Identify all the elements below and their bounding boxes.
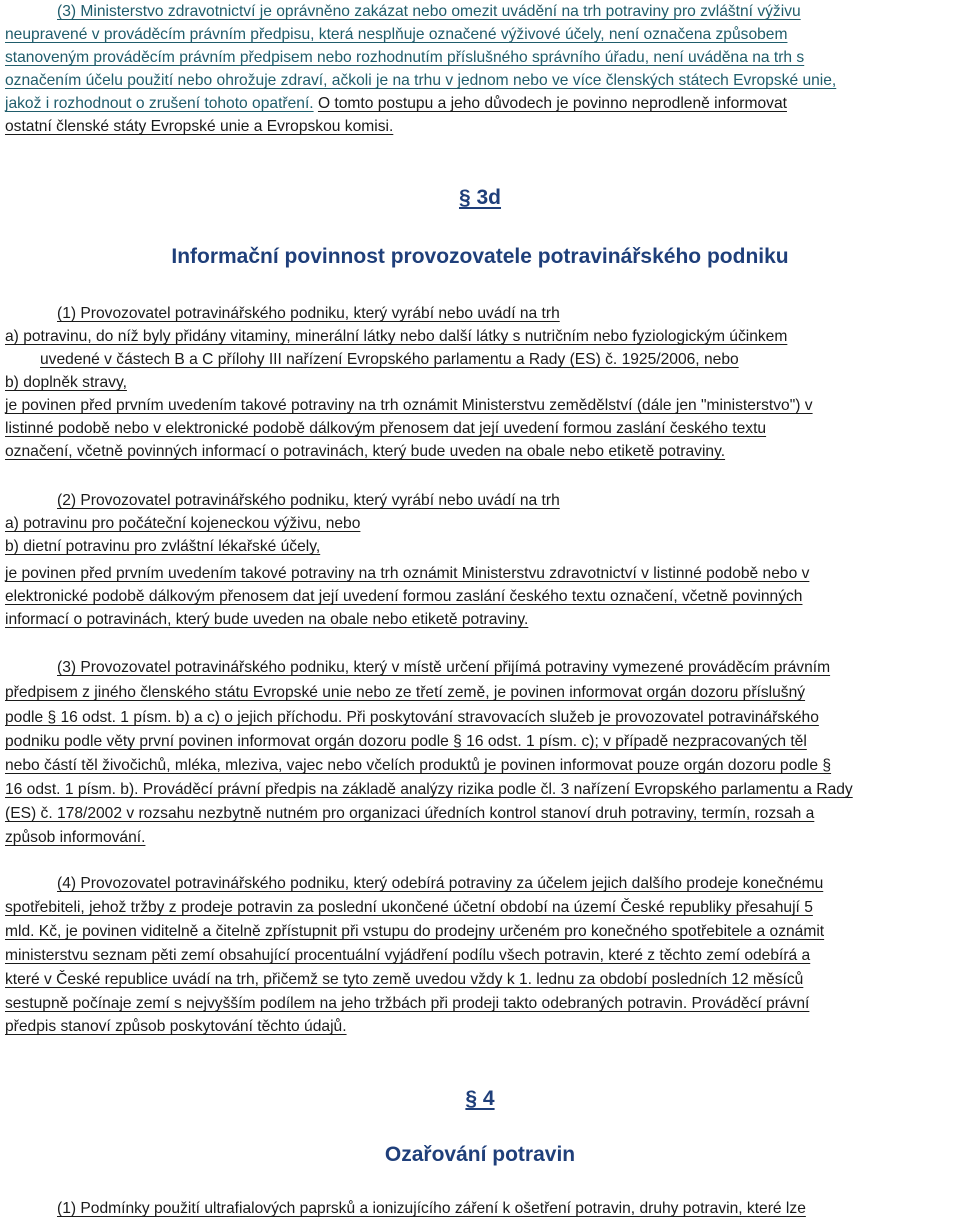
text-line: b) dietní potravinu pro zvláštní lékařské účely, [5, 538, 321, 555]
text-line: podniku podle věty první povinen informovat orgán dozoru podle § 16 odst. 1 písm. c); v případě nezpracovaných těl [5, 733, 807, 750]
text-line: (1) Provozovatel potravinářského podniku, který vyrábí nebo uvádí na trh [57, 305, 560, 322]
text-line: a) potravinu, do níž byly přidány vitaminy, minerální látky nebo další látky s nutričním nebo fyziologickým účinkem [5, 328, 788, 345]
text-line: ostatní členské státy Evropské unie a Evropskou komisi. [5, 118, 394, 135]
text-line: a) potravinu pro počáteční kojeneckou výživu, nebo [5, 515, 361, 532]
section-number: § 3d [458, 186, 502, 209]
text-line: sestupně počínaje zemí s nejvyšším podílem na jeho tržbách při prodeji takto odebraných potravin. Prováděcí právní [5, 995, 810, 1012]
text-line: (2) Provozovatel potravinářského podniku, který vyrábí nebo uvádí na trh [57, 492, 560, 509]
section-title: Ozařování potravin [384, 1143, 576, 1166]
text-line: předpisem z jiného členského státu Evropské unie nebo ze třetí země, je povinen informovat orgán dozoru příslušný [5, 684, 806, 701]
text-line: označením účelu použití nebo ohrožuje zdraví, ačkoli je na trhu v jednom nebo ve více členských státech Evropské unie, [5, 72, 837, 89]
section-number: § 4 [465, 1087, 495, 1110]
text-line: (3) Ministerstvo zdravotnictví je oprávněno zakázat nebo omezit uvádění na trh potraviny pro zvláštní výživu [57, 3, 801, 20]
text-line: je povinen před prvním uvedením takové potraviny na trh oznámit Ministerstvu zemědělství (dále jen "ministerstvo") v [5, 397, 813, 414]
text-line: označení, včetně povinných informací o potravinách, který bude uveden na obale nebo etiketě potraviny. [5, 443, 726, 460]
text-line: informací o potravinách, který bude uveden na obale nebo etiketě potraviny. [5, 611, 529, 628]
text-line: (1) Podmínky použití ultrafialových paprsků a ionizujícího záření k ošetření potravin, druhy potravin, které lze [57, 1200, 806, 1217]
text-line: (3) Provozovatel potravinářského podniku, který v místě určení přijímá potraviny vymezené prováděcím právním [57, 659, 831, 676]
text-line: 16 odst. 1 písm. b). Prováděcí právní předpis na základě analýzy rizika podle čl. 3 nařízení Evropského parlamentu a Rady [5, 781, 853, 798]
text-line: stanoveným prováděcím právním předpisem nebo rozhodnutím příslušného správního úřadu, není uváděna na trh s [5, 49, 805, 66]
text-line: způsob informování. [5, 829, 146, 846]
text-line: uvedené v částech B a C přílohy III nařízení Evropského parlamentu a Rady (ES) č. 1925/2006, nebo [40, 351, 739, 368]
text-line: předpis stanoví způsob poskytování těchto údajů. [5, 1018, 347, 1035]
text-line: jakož i rozhodnout o zrušení tohoto opatření. O tomto postupu a jeho důvodech je povinno neprodleně informovat [5, 95, 787, 112]
text-line: (ES) č. 178/2002 v rozsahu nezbytně nutném pro organizaci úředních kontrol stanoví druh potraviny, termín, rozsah a [5, 805, 815, 822]
section-title: Informační povinnost provozovatele potravinářského podniku [171, 245, 789, 268]
text-line: spotřebiteli, jehož tržby z prodeje potravin za poslední ukončené účetní období na území České republiky přesahují 5 [5, 899, 813, 916]
text-line: elektronické podobě dálkovým přenosem dat její uvedení formou zaslání českého textu označení, včetně povinných [5, 588, 803, 605]
text-line: podle § 16 odst. 1 písm. b) a c) o jejich příchodu. Při poskytování stravovacích služeb je provozovatel potravinářského [5, 709, 819, 726]
text-line: nebo částí těl živočichů, mléka, mleziva, vajec nebo včelích produktů je povinen informovat pouze orgán dozoru podle § [5, 757, 832, 774]
text-line: ministerstvu seznam pěti zemí obsahující procentuální vyjádření podílu všech potravin, které z těchto zemí odebírá a [5, 947, 811, 964]
text-line: mld. Kč, je povinen viditelně a čitelně zpřístupnit při vstupu do prodejny určeném pro konečného spotřebitele a oznámit [5, 923, 825, 940]
text-line: je povinen před prvním uvedením takové potraviny na trh oznámit Ministerstvu zdravotnictví v listinné podobě nebo v [5, 565, 810, 582]
text-line: (4) Provozovatel potravinářského podniku, který odebírá potraviny za účelem jejich dalšího prodeje konečnému [57, 875, 824, 892]
text-line: b) doplněk stravy, [5, 374, 127, 391]
text-line: které v České republice uvádí na trh, přičemž se tyto země uvedou vždy k 1. lednu za období posledních 12 měsíců [5, 971, 804, 988]
text-line: listinné podobě nebo v elektronické podobě dálkovým přenosem dat její uvedení formou zaslání českého textu [5, 420, 767, 437]
text-line: neupravené v prováděcím právním předpisu, která nesplňuje označené výživové účely, není označena způsobem [5, 26, 788, 43]
